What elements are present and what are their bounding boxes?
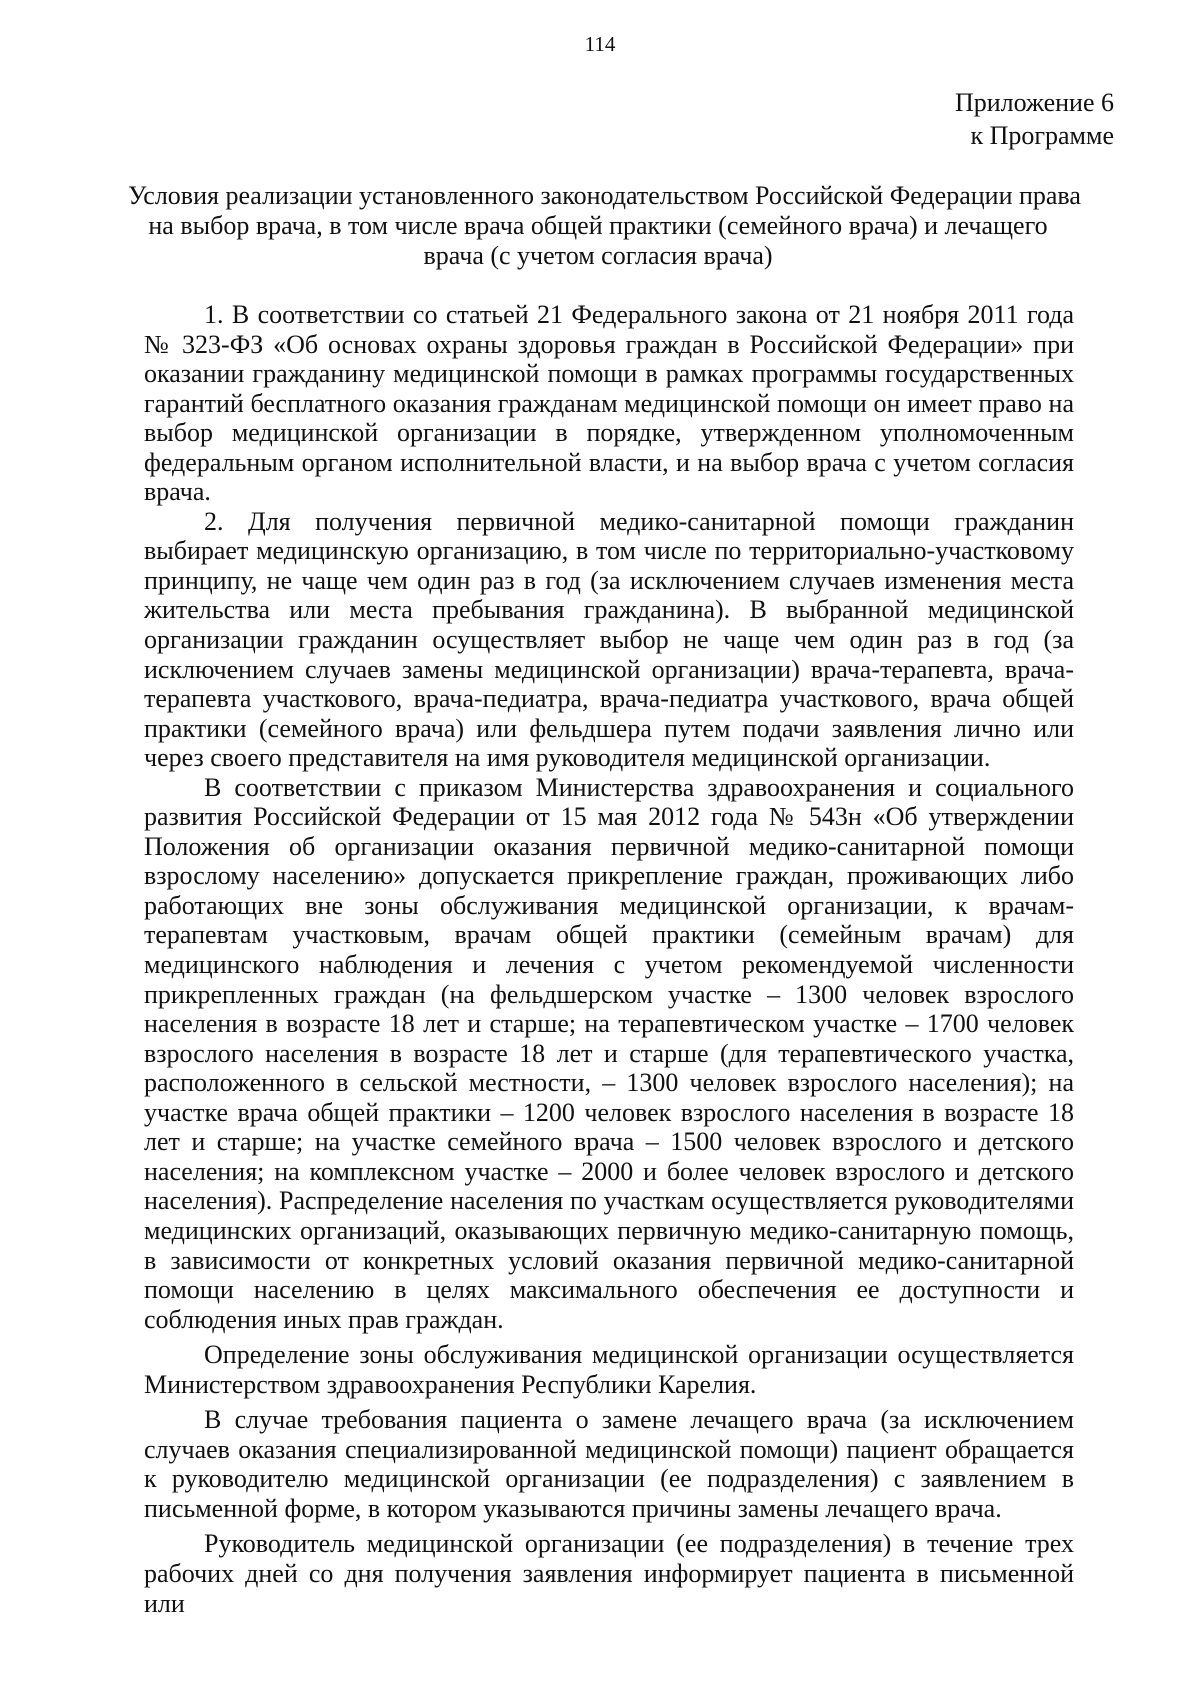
document-title [128, 181, 1081, 271]
appendix-reference: к Программе [970, 121, 1114, 150]
paragraph-2: 2. Для получения первичной медико-санитарной помощи гражданин выбирает медицинскую организацию, в том числе по территориально-участковому принципу, не чаще чем один раз в год (за исключением случаев изменения места жительства или места пребывания гражданина). В выбранной медицинской организации гражданин осуществляет выбор не чаще чем один раз в год (за исключением случаев замены медицинской организации) врача-терапевта, врача-терапевта участкового, врача-педиатра, врача-педиатра участкового, врача общей практики (семейного врача) или фельдшера путем подачи заявления лично или через своего представителя на имя руководителя медицинской организации. [144, 506, 1074, 773]
paragraph-1: 1. В соответствии со статьей 21 Федерального закона от 21 ноября 2011 года № 323-ФЗ «Об основах охраны здоровья граждан в Российской Федерации» при оказании гражданину медицинской помощи в рамках программы государственных гарантий бесплатного оказания гражданам медицинской помощи он имеет право на выбор медицинской организации в порядке, утвержденном уполномоченным федеральным органом исполнительной власти, и на выбор врача с учетом согласия врача. [144, 300, 1074, 507]
appendix-number: Приложение 6 [954, 88, 1114, 117]
paragraph-5: В случае требования пациента о замене лечащего врача (за исключением случаев оказания специализированной медицинской помощи) пациент обращается к руководителю медицинской организации (ее подразделения) с заявлением в письменной форме, в котором указываются причины замены лечащего врача. [144, 1405, 1074, 1523]
page-number: 114 [584, 32, 616, 56]
title-line-1: Условия реализации установленного законодательством Российской Федерации права [128, 181, 1081, 210]
title-line-2: на выбор врача, в том числе врача общей практики (семейного врача) и лечащего [148, 211, 1048, 240]
document-body [144, 300, 1074, 1618]
appendix-header [955, 86, 1114, 152]
title-line-3: врача (с учетом согласия врача) [423, 241, 773, 270]
paragraph-3: В соответствии с приказом Министерства здравоохранения и социального развития Российской Федерации от 15 мая 2012 года № 543н «Об утверждении Положения об организации оказания первичной медико-санитарной помощи взрослому населению» допускается прикрепление граждан, проживающих либо работающих вне зоны обслуживания медицинской организации, к врачам- терапевтам участковым, врачам общей практики (семейным врачам) для медицинского наблюдения и лечения с учетом рекомендуемой численности прикрепленных граждан (на фельдшерском участке – 1300 человек взрослого населения в возрасте 18 лет и старше; на терапевтическом участке – 1700 человек взрослого населения в возрасте 18 лет и старше (для терапевтического участка, расположенного в сельской местности, – 1300 человек взрослого населения); на участке врача общей практики – 1200 человек взрослого населения в возрасте 18 лет и старше; на участке семейного врача – 1500 человек взрослого и детского населения; на комплексном участке – 2000 и более человек взрослого и детского населения). Распределение населения по участкам осуществляется руководителями медицинских организаций, оказывающих первичную медико-санитарную помощь, в зависимости от конкретных условий оказания первичной медико-санитарной помощи населению в целях максимального обеспечения ее доступности и соблюдения иных прав граждан. [144, 772, 1074, 1334]
paragraph-6: Руководитель медицинской организации (ее подразделения) в течение трех рабочих дней со дня получения заявления информирует пациента в письменной или [144, 1529, 1074, 1618]
paragraph-4: Определение зоны обслуживания медицинской организации осуществляется Министерством здравоохранения Республики Карелия. [144, 1340, 1074, 1399]
